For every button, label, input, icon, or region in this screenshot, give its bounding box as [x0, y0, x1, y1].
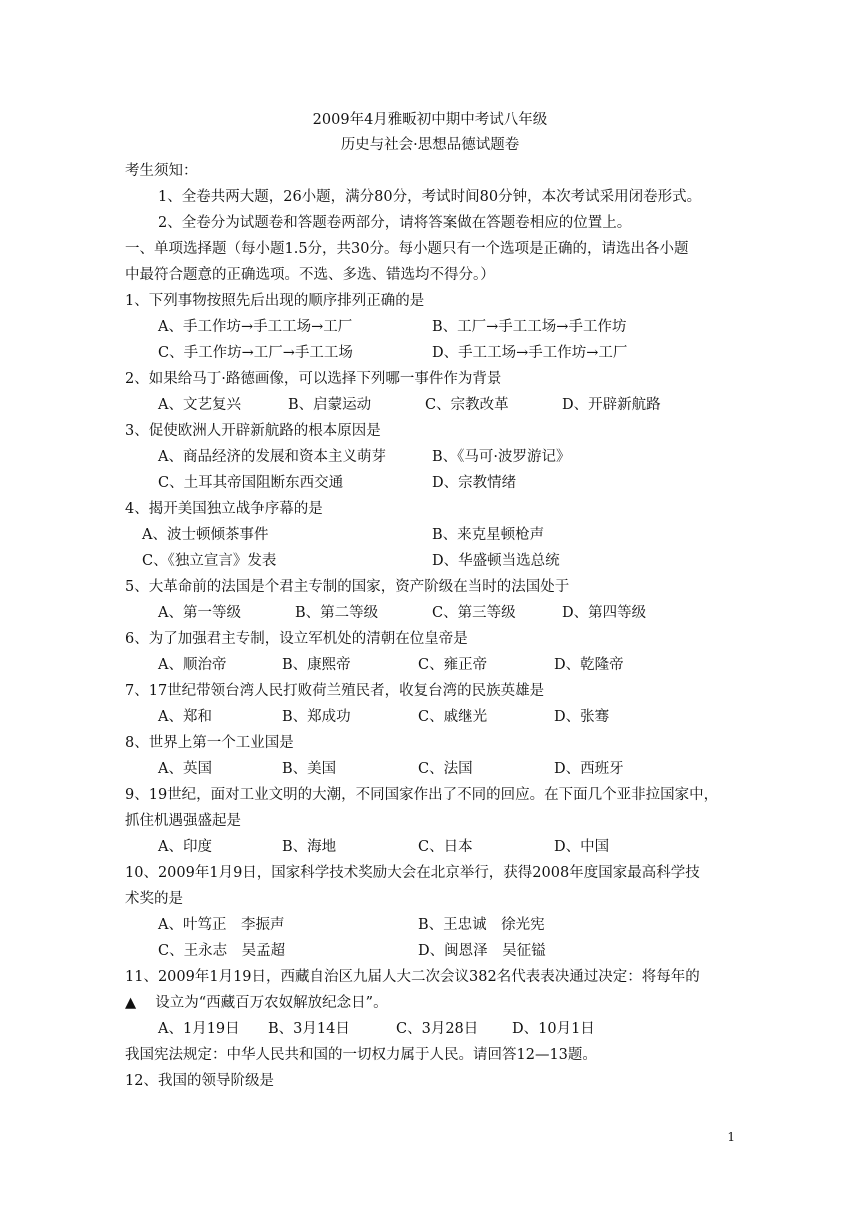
q2-option-a: A、文艺复兴: [158, 397, 241, 413]
q11-option-c: C、3月28日: [396, 1021, 479, 1037]
question-3: 3、促使欧洲人开辟新航路的根本原因是: [125, 423, 381, 439]
question-8: 8、世界上第一个工业国是: [125, 735, 294, 751]
q6-option-a: A、顺治帝: [158, 657, 227, 673]
q6-option-b: B、康熙帝: [282, 657, 351, 673]
q1-option-b: B、工厂→手工工场→手工作坊: [432, 319, 627, 335]
q5-option-a: A、第一等级: [158, 605, 241, 621]
intro-q12-13: 我国宪法规定：中华人民共和国的一切权力属于人民。请回答12—13题。: [125, 1047, 597, 1063]
q1-option-d: D、手工工场→手工作坊→工厂: [432, 345, 628, 361]
q5-option-c: C、第三等级: [432, 605, 516, 621]
q2-option-d: D、开辟新航路: [562, 397, 661, 413]
q8-option-a: A、英国: [158, 761, 212, 777]
q8-option-c: C、法国: [418, 761, 473, 777]
q1-option-a: A、手工作坊→手工工场→工厂: [158, 319, 353, 335]
q9-option-d: D、中国: [554, 839, 610, 855]
q8-option-d: D、西班牙: [554, 761, 624, 777]
q4-option-a: A、波士顿倾茶事件: [142, 527, 269, 543]
q2-option-c: C、宗教改革: [425, 397, 509, 413]
notice-item-1: 1、全卷共两大题，26小题，满分80分，考试时间80分钟，本次考试采用闭卷形式。: [158, 189, 702, 205]
question-12: 12、我国的领导阶级是: [125, 1073, 274, 1089]
q11-option-a: A、1月19日: [158, 1021, 240, 1037]
q4-option-d: D、华盛顿当选总统: [432, 553, 560, 569]
q11-option-b: B、3月14日: [268, 1021, 350, 1037]
q9-option-a: A、印度: [158, 839, 212, 855]
q6-option-d: D、乾隆帝: [554, 657, 624, 673]
q3-option-c: C、土耳其帝国阻断东西交通: [158, 475, 344, 491]
question-7: 7、17世纪带领台湾人民打败荷兰殖民者，收复台湾的民族英雄是: [125, 683, 545, 699]
question-2: 2、如果给马丁·路德画像，可以选择下列哪一事件作为背景: [125, 371, 502, 387]
q5-option-b: B、第二等级: [295, 605, 379, 621]
q8-option-b: B、美国: [282, 761, 337, 777]
q10-option-d: D、闽恩泽 吴征镒: [418, 943, 546, 959]
q5-option-d: D、第四等级: [562, 605, 647, 621]
q4-option-b: B、来克星顿枪声: [432, 527, 545, 543]
q3-option-b: B、《马可·波罗游记》: [432, 449, 571, 465]
q10-option-b: B、王忠诚 徐光宪: [418, 917, 545, 933]
q11-option-d: D、10月1日: [512, 1021, 595, 1037]
section-heading: 一、单项选择题（每小题1.5分，共30分。每小题只有一个选项是正确的，请选出各小题: [125, 241, 689, 257]
q7-option-b: B、郑成功: [282, 709, 351, 725]
question-5: 5、大革命前的法国是个君主专制的国家，资产阶级在当时的法国处于: [125, 579, 570, 595]
section-heading-cont: 中最符合题意的正确选项。不选、多选、错选均不得分。）: [125, 267, 495, 283]
q3-option-d: D、宗教情绪: [432, 475, 517, 491]
question-10: 10、2009年1月9日，国家科学技术奖励大会在北京举行，获得2008年度国家最高科学技: [125, 865, 700, 881]
question-10-cont: 术奖的是: [125, 891, 183, 907]
q4-option-c: C、《独立宣言》发表: [142, 553, 277, 569]
notice-label: 考生须知：: [125, 163, 198, 179]
q2-option-b: B、启蒙运动: [288, 397, 372, 413]
q3-option-a: A、商品经济的发展和资本主义萌芽: [158, 449, 386, 465]
q9-option-b: B、海地: [282, 839, 337, 855]
question-9: 9、19世纪，面对工业文明的大潮，不同国家作出了不同的回应。在下面几个亚非拉国家中，: [125, 787, 719, 803]
exam-title: 2009年4月雅畈初中期中考试八年级: [312, 112, 548, 128]
question-9-cont: 抓住机遇强盛起是: [125, 813, 241, 829]
page-number: 1: [727, 1130, 735, 1144]
question-4: 4、揭开美国独立战争序幕的是: [125, 501, 323, 517]
question-11-cont: ▲ 设立为“西藏百万农奴解放纪念日”。: [125, 995, 388, 1011]
q7-option-a: A、郑和: [158, 709, 212, 725]
q10-option-c: C、王永志 吴孟超: [158, 943, 286, 959]
notice-item-2: 2、全卷分为试题卷和答题卷两部分，请将答案做在答题卷相应的位置上。: [158, 215, 632, 231]
q7-option-d: D、张骞: [554, 709, 610, 725]
q1-option-c: C、手工作坊→工厂→手工工场: [158, 345, 353, 361]
q10-option-a: A、叶笃正 李振声: [158, 917, 285, 933]
q6-option-c: C、雍正帝: [418, 657, 488, 673]
question-1: 1、下列事物按照先后出现的顺序排列正确的是: [125, 293, 425, 309]
question-11: 11、2009年1月19日，西藏自治区九届人大二次会议382名代表表决通过决定：将每年的: [125, 969, 700, 985]
q7-option-c: C、戚继光: [418, 709, 488, 725]
exam-subtitle: 历史与社会·思想品德试题卷: [340, 137, 520, 153]
q9-option-c: C、日本: [418, 839, 473, 855]
question-6: 6、为了加强君主专制，设立军机处的清朝在位皇帝是: [125, 631, 468, 647]
